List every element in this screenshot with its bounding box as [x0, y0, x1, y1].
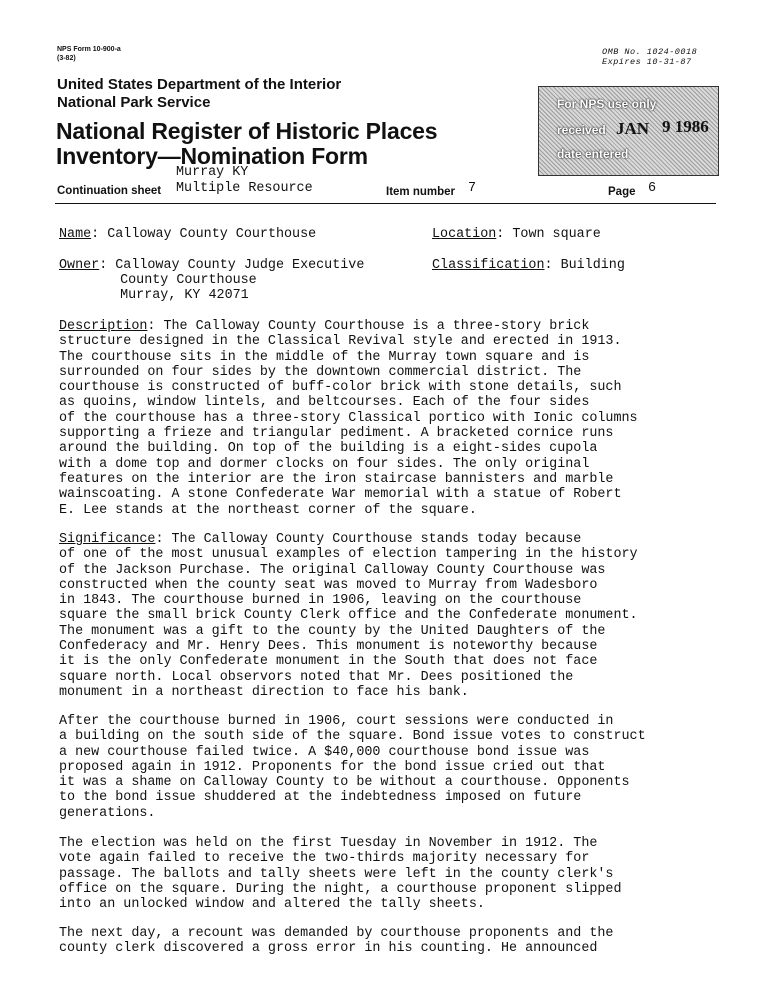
paragraph-election: The election was held on the first Tuesday in November in 1912. The vote again failed to receive the two-thirds majority necessary for passage. The ballots and tally sheets were left in the county clerk's office on the square. During the night, a courthouse proponent slipped into an unlocked window and altered the tally sheets.	[59, 836, 622, 913]
department-heading: United States Department of the Interior	[57, 76, 342, 93]
classification-field	[432, 259, 625, 274]
expiration-date: Expires 10-31-87	[602, 57, 692, 67]
header-rule	[55, 203, 716, 204]
omb-number: OMB No. 1024-0018	[602, 47, 698, 57]
name-value: : Calloway County Courthouse	[91, 227, 317, 242]
description-paragraph	[59, 319, 638, 518]
owner-label: Owner	[59, 258, 100, 273]
stamp-received-label: received	[557, 123, 606, 137]
name-label: Name	[59, 227, 92, 242]
significance-label: Significance	[59, 532, 156, 547]
paragraph-bond-issue: After the courthouse burned in 1906, court sessions were conducted in a building on the south side of the square. Bond issue votes to construct a new courthouse failed twice. A $40,000 courthouse bond issue was proposed again in 1912. Proponents for the bond issue cried out that it was a shame on Calloway County to be without a courthouse. Opponents to the bond issue shuddered at the indebtedness imposed on future generations.	[59, 714, 646, 821]
form-title-line1: National Register of Historic Places	[56, 118, 438, 144]
item-number-label: Item number	[386, 186, 456, 198]
location-label: Location	[432, 227, 497, 242]
item-number: 7	[468, 181, 477, 196]
typed-resource: Multiple Resource	[176, 181, 313, 196]
stamp-title: For NPS use only	[557, 97, 657, 111]
stamp-date-entered-label: date entered	[557, 147, 629, 161]
classification-label: Classification	[432, 258, 545, 273]
page-number: 6	[648, 181, 657, 196]
owner-line-1: : Calloway County Judge Executive	[99, 258, 365, 273]
nps-use-stamp	[538, 86, 719, 176]
paragraph-recount: The next day, a recount was demanded by courthouse proponents and the county clerk discovered a gross error in his counting. He announced	[59, 926, 614, 957]
owner-field	[59, 259, 364, 274]
form-id: NPS Form 10-900-a	[57, 46, 121, 53]
stamp-received-day-year: 9 1986	[662, 117, 709, 136]
form-date: (3-82)	[57, 55, 76, 62]
description-text: : The Calloway County Courthouse is a three-story brick structure designed in the Classical Revival style and erected in 1913. The courthouse sits in the middle of the Murray town square and is surrounded on four sides by the downtown commercial district. The courthouse is constructed of buff-color brick with stone details, such as quoins, window lintels, and beltcourses. Each of the four sides of the courthouse has a three-story Classical portico with Ionic columns supporting a frieze and triangular pediment. A bracketed cornice runs around the building. On top of the building is a eight-sides cupola with a dome top and dormer clocks on four sides. The only original features on the interior are the iron staircase bannisters and marble wainscoating. A stone Confederate War memorial with a statue of Robert E. Lee stands at the northeast corner of the square.	[59, 319, 638, 518]
classification-value: : Building	[544, 258, 625, 273]
owner-line-2: County Courthouse	[96, 273, 257, 288]
service-heading: National Park Service	[57, 94, 211, 111]
continuation-sheet-label: Continuation sheet	[57, 185, 162, 197]
owner-line-3: Murray, KY 42071	[96, 288, 249, 303]
form-title-line2: Inventory—Nomination Form	[56, 143, 368, 169]
name-field	[59, 228, 316, 243]
typed-place: Murray KY	[176, 165, 249, 180]
significance-paragraph	[59, 532, 638, 700]
location-field	[432, 228, 601, 243]
location-value: : Town square	[496, 227, 601, 242]
stamp-received-month: JAN	[616, 119, 650, 138]
page-label: Page	[608, 186, 636, 198]
significance-text: : The Calloway County Courthouse stands today because of one of the most unusual examples of election tampering in the history of the Jackson Purchase. The original Calloway County Courthouse was constructed when the county seat was moved to Murray from Wadesboro in 1843. The courthouse burned in 1906, leaving on the courthouse square the small brick County Clerk office and the Confederate monument. The monument was a gift to the county by the United Daughters of the Confederacy and Mr. Henry Dees. This monument is noteworthy because it is the only Confederate monument in the South that does not face square north. Local observors noted that Mr. Dees positioned the monument in a northeast direction to face his bank.	[59, 532, 638, 700]
description-label: Description	[59, 319, 148, 334]
